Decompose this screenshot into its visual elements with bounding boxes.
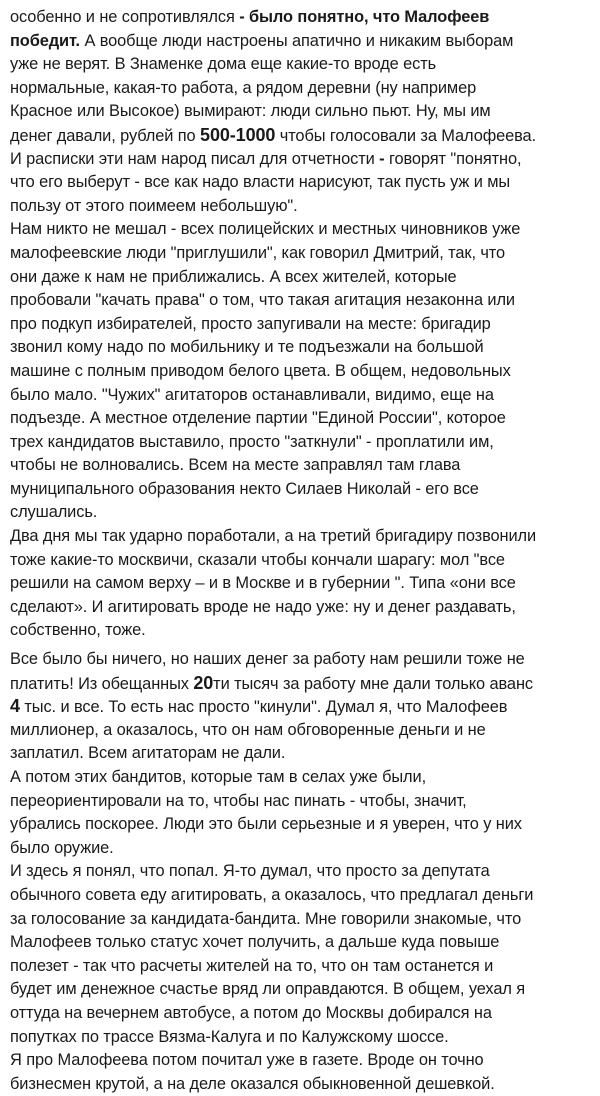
text-line: [10, 360, 592, 384]
text-run: будет им денежное счастье вряд ли оправдаются. В общем, уехал я: [10, 980, 526, 999]
text-run: звонил кому надо по мобильнику и те подъезжали на большой: [10, 338, 484, 357]
text-line: [10, 266, 592, 290]
bold-text-run: 500-1000: [200, 124, 276, 145]
text-run: пользу от этого поимеем небольшую".: [10, 196, 298, 215]
text-line: [10, 790, 592, 814]
text-run: говорят "понятно,: [384, 149, 522, 168]
text-run: Все было бы ничего, но наших денег за работу нам решили тоже не: [10, 650, 525, 669]
text-line: [10, 955, 592, 979]
text-line: [10, 53, 592, 77]
text-line: [10, 695, 592, 719]
text-run: малофеевские люди "приглушили", как говорил Дмитрий, так, что: [10, 243, 506, 262]
text-run: машине с полным приводом белого цвета. В общем, недовольных: [10, 361, 511, 380]
text-line: [10, 648, 592, 672]
text-line: [10, 931, 592, 955]
bold-text-run: 4: [10, 696, 20, 717]
text-line: [10, 908, 592, 932]
text-line: [10, 218, 592, 242]
text-line: [10, 549, 592, 573]
text-run: бизнесмен крутой, а на деле оказался обыкновенной дешевкой.: [10, 1074, 495, 1093]
text-line: [10, 813, 592, 837]
text-line: [10, 742, 592, 766]
text-run: тоже какие-то москвичи, сказали чтобы кончали шарагу: мол "все: [10, 550, 505, 569]
text-run: убрались поскорее. Люди это были серьезные и я уверен, что у них: [10, 815, 522, 834]
text-run: И здесь я понял, что попал. Я-то думал, что просто за депутата: [10, 862, 490, 881]
text-line: [10, 1026, 592, 1050]
text-run: про подкуп избирателей, просто запугивали на месте: бригадир: [10, 314, 491, 333]
text-line: [10, 719, 592, 743]
text-line: [10, 289, 592, 313]
text-line: [10, 148, 592, 172]
text-run: заплатил. Всем агитаторам не дали.: [10, 744, 286, 763]
text-line: [10, 384, 592, 408]
text-run: за голосование за кандидата-бандита. Мне говорили знакомые, что: [10, 909, 522, 928]
text-run: трех кандидатов выставило, просто "заткнули" - проплатили им,: [10, 432, 494, 451]
text-line: [10, 619, 592, 643]
text-run: А вообще люди настроены апатично и никаким выборам: [79, 31, 514, 50]
text-run: слушались.: [10, 503, 98, 522]
text-line: [10, 978, 592, 1002]
text-line: [10, 195, 592, 219]
text-run: А потом этих бандитов, которые там в селах уже были,: [10, 768, 427, 786]
text-run: оттуда на вечернем автобусе, а потом до Москвы добирался на: [10, 1003, 492, 1022]
text-line: [10, 884, 592, 908]
text-line: [10, 672, 592, 696]
text-run: уже не верят. В Знаменке дома еще какие-то вроде есть: [10, 55, 437, 74]
text-line: [10, 1002, 592, 1026]
text-run: тыс. и все. То есть нас просто "кинули". Думал я, что Малофеев: [19, 698, 508, 717]
text-line: [10, 572, 592, 596]
text-line: [10, 1049, 592, 1073]
text-run: пробовали "качать права" о том, что такая агитация незаконна или: [10, 291, 515, 310]
text-line: [10, 407, 592, 431]
text-run: чтобы не волновались. Всем на месте заправлял там глава: [10, 456, 461, 475]
text-run: ти тысяч за работу мне дали только аванс: [213, 674, 533, 693]
text-run: сделают». И агитировать вроде не надо уже: ну и денег раздавать,: [10, 597, 516, 616]
text-run: муниципального образования некто Силаев Николай - его все: [10, 479, 479, 498]
text-run: Красное или Высокое) вымирают: люди сильно пьют. Ну, мы им: [10, 102, 491, 121]
text-line: [10, 837, 592, 861]
text-run: И расписки эти нам народ писал для отчетности: [10, 149, 380, 168]
text-line: [10, 478, 592, 502]
text-line: [10, 30, 592, 54]
text-run: подъезде. А местное отделение партии "Единой России", которое: [10, 409, 506, 428]
text-line: [10, 313, 592, 337]
text-run: что его выберут - все как надо власти нарисуют, так пусть уж и мы: [10, 173, 511, 192]
text-run: Я про Малофеева потом почитал уже в газете. Вроде он точно: [10, 1051, 484, 1070]
text-run: полезет - так что расчеты жителей на то, что он там останется и: [10, 956, 494, 975]
text-line: [10, 336, 592, 360]
text-run: нормальные, какая-то работа, а рядом деревни (ну например: [10, 78, 477, 97]
text-run: они даже к нам не приближались. А всех жителей, которые: [10, 267, 457, 286]
text-run: переориентировали на то, чтобы нас пинать - чтобы, значит,: [10, 791, 467, 810]
text-run: миллионер, а оказалось, что он нам обговоренные деньги и не: [10, 720, 486, 739]
bold-text-run: победит.: [10, 31, 80, 50]
text-run: особенно и не сопротивлялся: [10, 8, 240, 26]
text-line: [10, 77, 592, 101]
text-line: [10, 100, 592, 124]
text-run: собственно, тоже.: [10, 621, 146, 640]
text-run: было оружие.: [10, 838, 114, 857]
text-line: [10, 1073, 592, 1096]
bold-text-run: 20: [193, 672, 214, 693]
text-line: [10, 454, 592, 478]
text-line: [10, 124, 592, 148]
text-run: чтобы голосовали за Малофеева.: [275, 126, 537, 145]
text-run: Малофеев только статус хочет получить, а дальше куда повыше: [10, 933, 500, 952]
text-line: [10, 242, 592, 266]
text-run: Нам никто не мешал - всех полицейских и местных чиновников уже: [10, 220, 521, 239]
text-run: денег давали, рублей по: [10, 126, 201, 145]
bold-text-run: -: [379, 149, 385, 168]
bold-text-run: - было понятно, что Малофеев: [239, 8, 490, 26]
text-line: [10, 860, 592, 884]
text-line: [10, 596, 592, 620]
text-line: [10, 171, 592, 195]
text-run: решили на самом верху – и в Москве и в губернии ". Типа «они все: [10, 574, 516, 593]
text-run: платить! Из обещанных: [10, 674, 194, 693]
text-run: было мало. "Чужих" агитаторов останавливали, видимо, еще на: [10, 385, 494, 404]
text-line: [10, 525, 592, 549]
text-line: [10, 766, 592, 790]
text-run: обычного совета еду агитировать, а оказалось, что предлагал деньги: [10, 885, 534, 904]
text-line: [10, 6, 592, 30]
text-run: Два дня мы так ударно поработали, а на третий бригадиру позвонили: [10, 527, 537, 546]
text-line: [10, 431, 592, 455]
text-run: попутках по трассе Вязма-Калуга и по Калужскому шоссе.: [10, 1027, 449, 1046]
text-line: [10, 501, 592, 525]
